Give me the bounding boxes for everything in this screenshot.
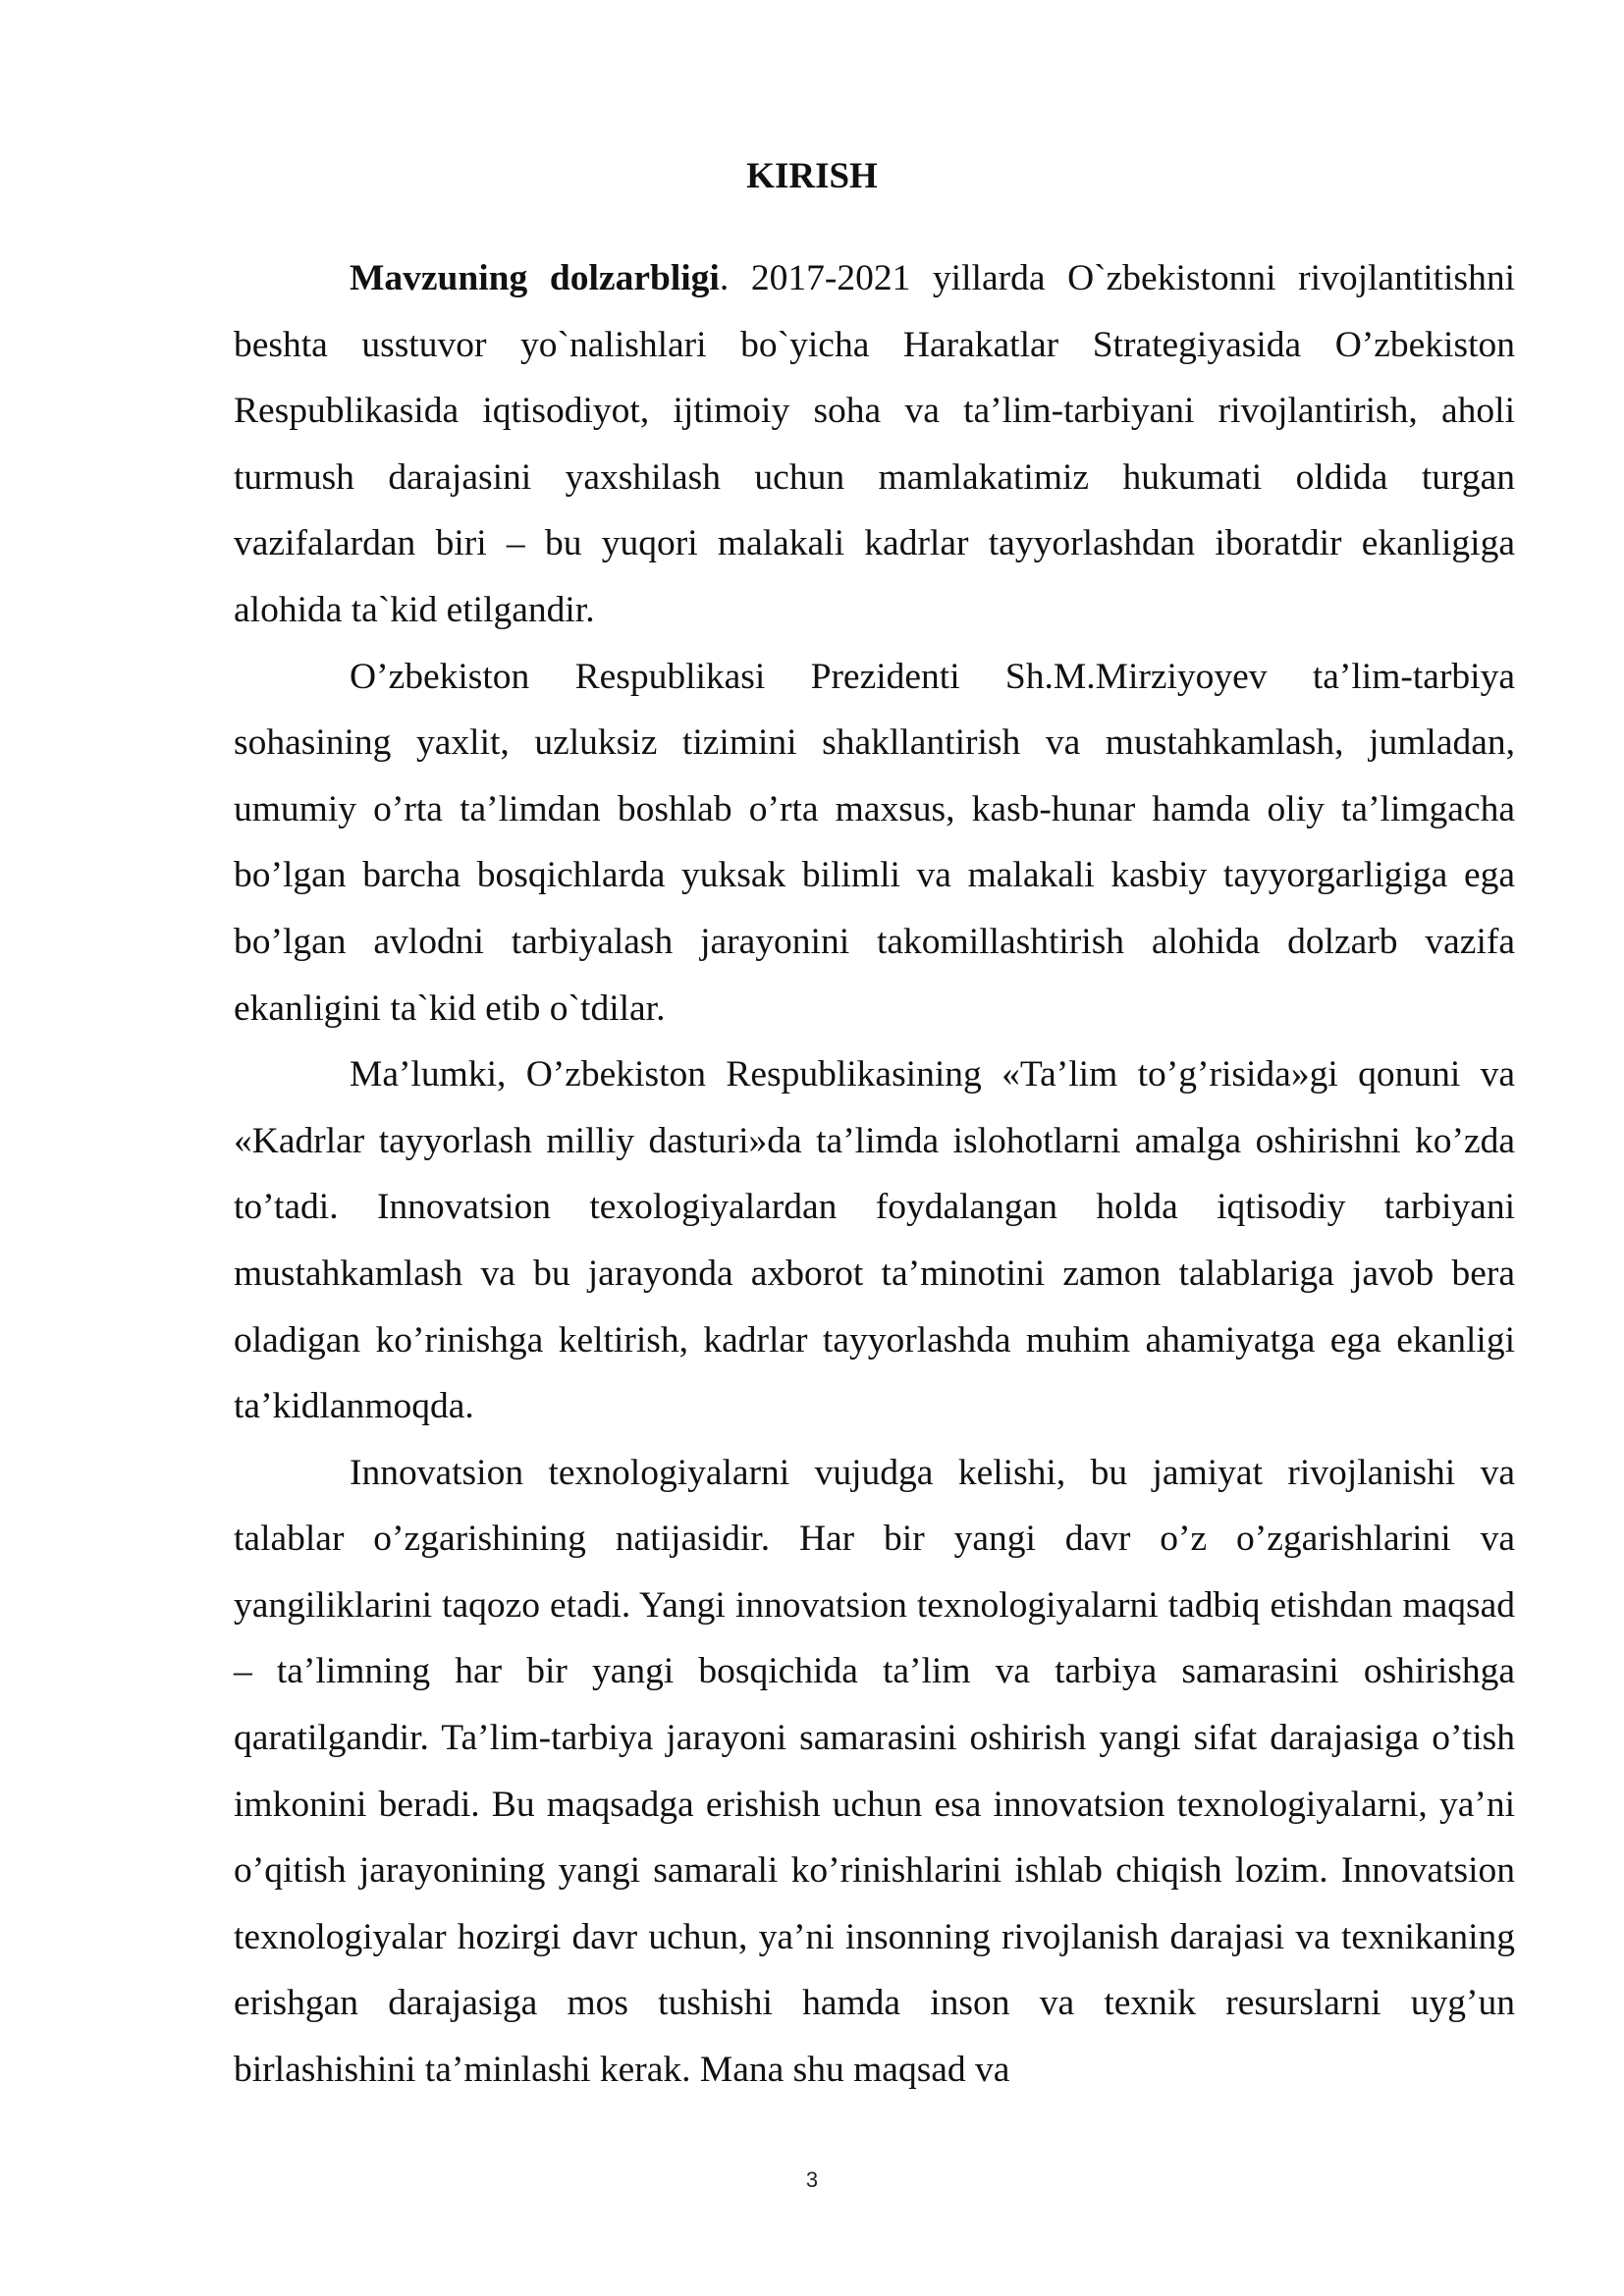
paragraph-relevance: [234, 245, 1515, 644]
page-title: KIRISH: [746, 156, 878, 196]
paragraph-innovation: Innovatsion texnologiyalarni vujudga kelishi, bu jamiyat rivojlanishi va talablar o’zgarishining natijasidir. Har bir yangi davr o’z o’zgarishlarini va yangiliklarini taqozo etadi. Yangi innovatsion texnologiyalarni tadbiq etishdan maqsad – ta’limning har bir yangi bosqichida ta’lim va tarbiya samarasini oshirishga qaratilgandir. Ta’lim-tarbiya jarayoni samarasini oshirish yangi sifat darajasiga o’tish imkonini beradi. Bu maqsadga erishish uchun esa innovatsion texnologiyalarni, ya’ni o’qitish jarayonining yangi samarali ko’rinishlarini ishlab chiqish lozim. Innovatsion texnologiyalar hozirgi davr uchun, ya’ni insonning rivojlanish darajasi va texnikaning erishgan darajasiga mos tushishi hamda inson va texnik resurslarni uyg’un birlashishini ta’minlashi kerak. Mana shu maqsad va: [234, 1452, 1515, 2091]
paragraph-lead: Mavzuning dolzarbligi: [350, 258, 720, 298]
page-number: 3: [805, 2167, 819, 2192]
paragraph-law: Ma’lumki, O’zbekiston Respublikasining «Ta’lim to’g’risida»gi qonuni va «Kadrlar tayyorlash milliy dasturi»da ta’limda islohotlarni amalga oshirishni ko’zda to’tadi. Innovatsion texologiyalardan foydalangan holda iqtisodiy tarbiyani mustahkamlash va bu jarayonda axborot ta’minotini zamon talablariga javob bera oladigan ko’rinishga keltirish, kadrlar tayyorlashda muhim ahamiyatga ega ekanligi ta’kidlanmoqda.: [234, 1054, 1515, 1427]
paragraph-president: O’zbekiston Respublikasi Prezidenti Sh.M.Mirziyoyev ta’lim-tarbiya sohasining yaxlit, uzluksiz tizimini shakllantirish va mustahkamlash, jumladan, umumiy o’rta ta’limdan boshlab o’rta maxsus, kasb-hunar hamda oliy ta’limgacha bo’lgan barcha bosqichlarda yuksak bilimli va malakali kasbiy tayyorgarligiga ega bo’lgan avlodni tarbiyalash jarayonini takomillashtirish alohida dolzarb vazifa ekanligini ta`kid etib o`tdilar.: [234, 656, 1515, 1029]
paragraph-text: . 2017-2021 yillarda O`zbekistonni rivojlantitishni beshta usstuvor yo`nalishlari bo`yicha Harakatlar Strategiyasida O’zbekiston Respublikasida iqtisodiyot, ijtimoiy soha va ta’lim-tarbiyani rivojlantirish, aholi turmush darajasini yaxshilash uchun mamlakatimiz hukumati oldida turgan vazifalardan biri – bu yuqori malakali kadrlar tayyorlashdan iboratdir ekanligiga alohida ta`kid etilgandir.: [234, 258, 1515, 630]
body-text: [234, 245, 1515, 2104]
